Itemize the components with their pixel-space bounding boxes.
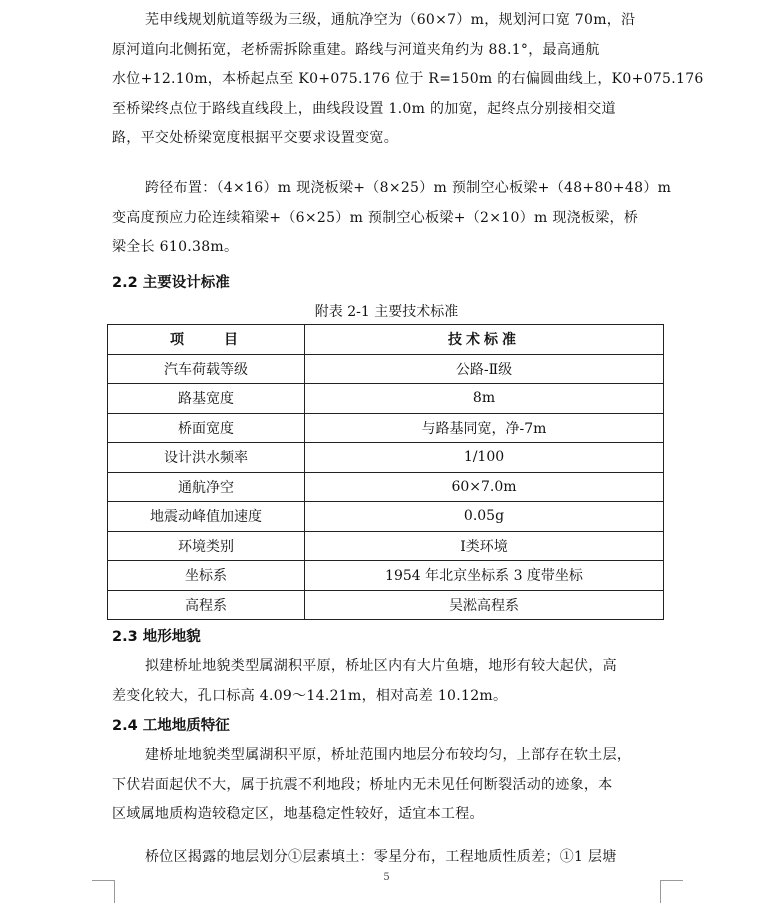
table-row: [108, 354, 664, 384]
row-value: 0.05g: [305, 502, 664, 532]
text-line: 建桥址地貌类型属湖积平原，桥址范围内地层分布较均匀，上部存在软土层，: [145, 747, 632, 763]
table-row: [108, 502, 664, 532]
paragraph-topography: [112, 652, 660, 711]
table-row: [108, 561, 664, 591]
paragraph-navigation: [112, 6, 704, 154]
text-line: 差变化较大，孔口标高 4.09～14.21m，相对高差 10.12m。: [112, 687, 508, 704]
header-value: 技术标准: [305, 325, 664, 355]
text-line: 跨径布置：（4×16）m 现浇板梁+（8×25）m 预制空心板梁+（48+80+48）m: [145, 180, 672, 196]
text-line: 拟建桥址地貌类型属湖积平原，桥址区内有大片鱼塘，地形有较大起伏，高: [145, 658, 617, 674]
row-value: 公路-Ⅱ级: [305, 354, 664, 384]
text-line: 区域属地质构造较稳定区，地基稳定性较好，适宜本工程。: [112, 806, 484, 822]
section-heading: 2.3 地形地貌: [112, 629, 201, 645]
paragraph-span-layout: [112, 174, 672, 263]
paragraph-geology: [112, 741, 660, 830]
margin-corner-mark: [660, 880, 683, 903]
row-item: 汽车荷载等级: [108, 354, 305, 384]
text-line: 至桥梁终点位于路线直线段上，曲线段设置 1.0m 的加宽，起终点分别接相交道: [112, 100, 616, 117]
paragraph-strata: [112, 843, 660, 873]
text-line: 下伏岩面起伏不大，属于抗震不利地段；桥址内无未见任何断裂活动的迹象，本: [112, 776, 613, 793]
table-row: [108, 590, 664, 620]
text-line: 变高度预应力砼连续箱梁+（6×25）m 预制空心板梁+（2×10）m 现浇板梁，桥: [112, 209, 639, 226]
text-line: 桥位区揭露的地层划分①层素填土：零星分布，工程地质性质差；①1 层塘: [145, 849, 617, 865]
row-value: 8m: [305, 384, 664, 414]
section-heading: 2.4 工地地质特征: [112, 718, 230, 734]
text-line: 芜申线规划航道等级为三级，通航净空为（60×7）m，规划河口宽 70m，沿: [145, 12, 636, 28]
table-caption: 附表 2-1 主要技术标准: [314, 304, 459, 320]
row-item: 坐标系: [108, 561, 305, 591]
table-row: [108, 531, 664, 561]
row-item: 地震动峰值加速度: [108, 502, 305, 532]
row-item: 设计洪水频率: [108, 443, 305, 473]
row-value: 吴淞高程系: [305, 590, 664, 620]
page-number: 5: [383, 872, 390, 883]
table-header-row: [108, 325, 664, 355]
table-row: [108, 413, 664, 443]
row-value: 与路基同宽，净-7m: [305, 413, 664, 443]
row-value: 1954 年北京坐标系 3 度带坐标: [305, 561, 664, 591]
row-value: 1/100: [305, 443, 664, 473]
section-heading: 2.2 主要设计标准: [112, 275, 230, 291]
table-row: [108, 443, 664, 473]
table-row: [108, 472, 664, 502]
row-item: 高程系: [108, 590, 305, 620]
row-item: 路基宽度: [108, 384, 305, 414]
text-line: 路，平交处桥梁宽度根据平交要求设置变宽。: [112, 130, 398, 146]
row-item: 环境类别: [108, 531, 305, 561]
row-value: Ⅰ类环境: [305, 531, 664, 561]
header-item: 项 目: [108, 325, 305, 355]
row-item: 桥面宽度: [108, 413, 305, 443]
row-value: 60×7.0m: [305, 472, 664, 502]
text-line: 原河道向北侧拓宽，老桥需拆除重建。路线与河道夹角约为 88.1°，最高通航: [112, 41, 600, 58]
table-row: [108, 384, 664, 414]
text-line: 水位+12.10m，本桥起点至 K0+075.176 位于 R=150m 的右偏圆曲线上，K0+075.176: [112, 71, 704, 87]
margin-corner-mark: [92, 880, 115, 903]
row-item: 通航净空: [108, 472, 305, 502]
text-line: 梁全长 610.38m。: [112, 239, 239, 255]
technical-standards-table: [107, 324, 664, 620]
